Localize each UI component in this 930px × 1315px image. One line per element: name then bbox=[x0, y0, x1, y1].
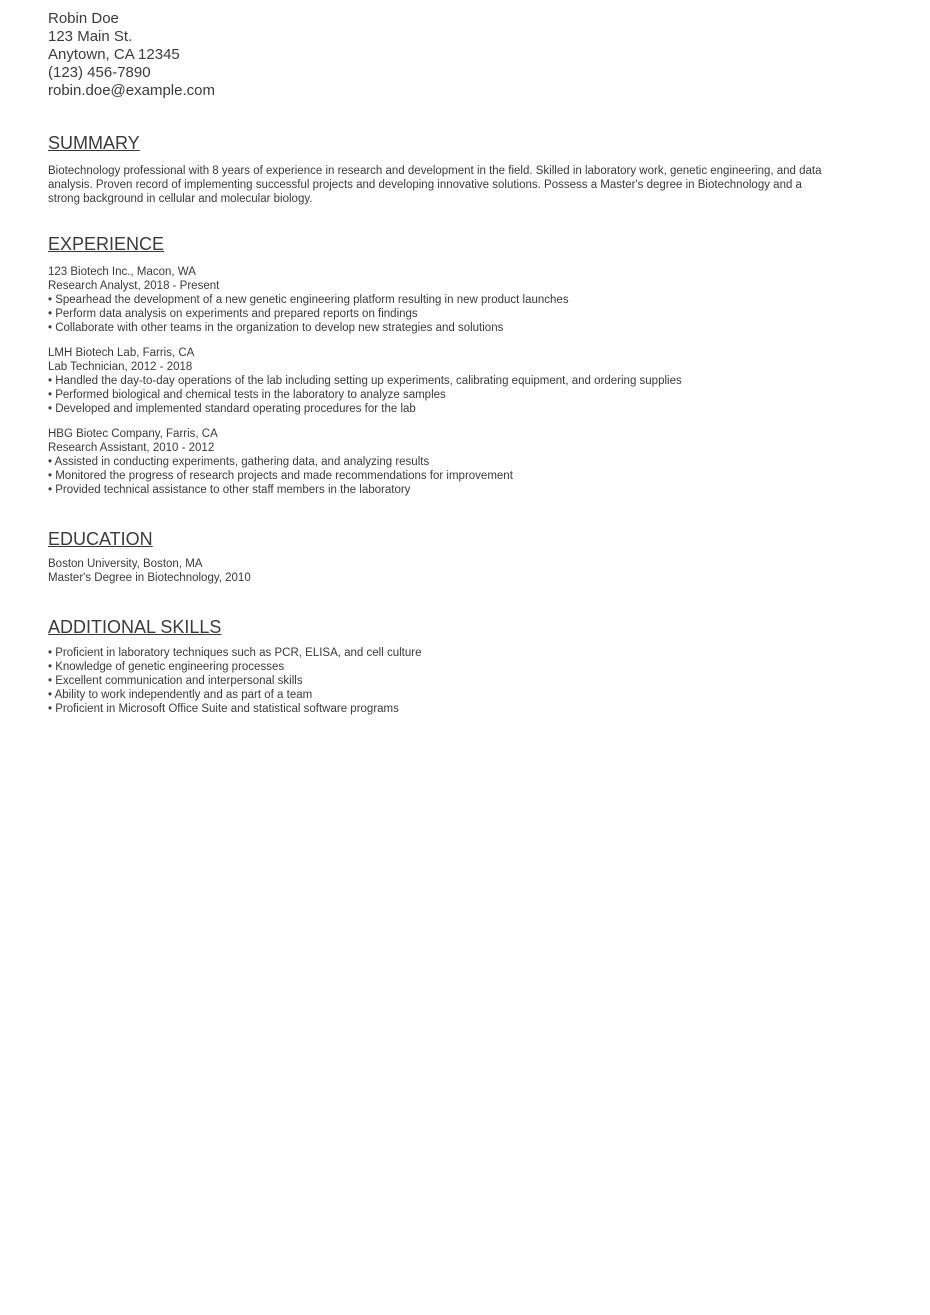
job-title-dates: Research Assistant, 2010 - 2012 bbox=[48, 442, 215, 454]
experience-bullet: • Provided technical assistance to other staff members in the laboratory bbox=[48, 484, 411, 496]
skill-item: • Proficient in laboratory techniques such as PCR, ELISA, and cell culture bbox=[48, 647, 422, 659]
education-degree: Master's Degree in Biotechnology, 2010 bbox=[48, 572, 251, 584]
employer-name: 123 Biotech Inc., Macon, WA bbox=[48, 266, 196, 278]
experience-entry bbox=[48, 346, 882, 416]
skill-item: • Proficient in Microsoft Office Suite and statistical software programs bbox=[48, 703, 399, 715]
contact-street: 123 Main St. bbox=[48, 28, 133, 45]
employer-name: HBG Biotec Company, Farris, CA bbox=[48, 428, 218, 440]
section-heading-education: EDUCATION bbox=[48, 529, 153, 549]
section-heading-summary: SUMMARY bbox=[48, 133, 140, 153]
contact-phone: (123) 456-7890 bbox=[48, 64, 151, 81]
section-heading-experience: EXPERIENCE bbox=[48, 234, 165, 254]
education-school: Boston University, Boston, MA bbox=[48, 558, 203, 570]
employer-name: LMH Biotech Lab, Farris, CA bbox=[48, 347, 195, 359]
experience-bullet: • Developed and implemented standard operating procedures for the lab bbox=[48, 403, 416, 415]
summary-text: Biotechnology professional with 8 years of experience in research and development in the field. Skilled in laboratory work, genetic engineering, and data analysis. Proven record of implementing successful projects and developing innovative solutions. Possess a Master's degree in Biotechnology and a strong background in cellular and molecular biology. bbox=[48, 165, 822, 205]
experience-bullet: • Spearhead the development of a new genetic engineering platform resulting in new product launches bbox=[48, 294, 569, 306]
job-title-dates: Lab Technician, 2012 - 2018 bbox=[48, 361, 193, 373]
experience-bullet: • Performed biological and chemical tests in the laboratory to analyze samples bbox=[48, 389, 446, 401]
experience-bullet: • Perform data analysis on experiments and prepared reports on findings bbox=[48, 308, 418, 320]
contact-block bbox=[48, 8, 882, 100]
experience-bullet: • Monitored the progress of research projects and made recommendations for improvement bbox=[48, 470, 513, 482]
contact-email: robin.doe@example.com bbox=[48, 82, 215, 99]
experience-bullet: • Handled the day-to-day operations of the lab including setting up experiments, calibrating equipment, and ordering supplies bbox=[48, 375, 682, 387]
candidate-name: Robin Doe bbox=[48, 10, 119, 27]
experience-entry bbox=[48, 265, 882, 335]
job-title-dates: Research Analyst, 2018 - Present bbox=[48, 280, 220, 292]
skills-list bbox=[48, 646, 882, 716]
section-heading-additional-skills: ADDITIONAL SKILLS bbox=[48, 617, 222, 637]
experience-entry bbox=[48, 427, 882, 497]
education-entry bbox=[48, 557, 882, 585]
skill-item: • Knowledge of genetic engineering processes bbox=[48, 661, 285, 673]
experience-bullet: • Assisted in conducting experiments, gathering data, and analyzing results bbox=[48, 456, 430, 468]
skill-item: • Excellent communication and interpersonal skills bbox=[48, 675, 303, 687]
contact-city-state-zip: Anytown, CA 12345 bbox=[48, 46, 180, 63]
skill-item: • Ability to work independently and as part of a team bbox=[48, 689, 313, 701]
experience-bullet: • Collaborate with other teams in the organization to develop new strategies and solutions bbox=[48, 322, 504, 334]
